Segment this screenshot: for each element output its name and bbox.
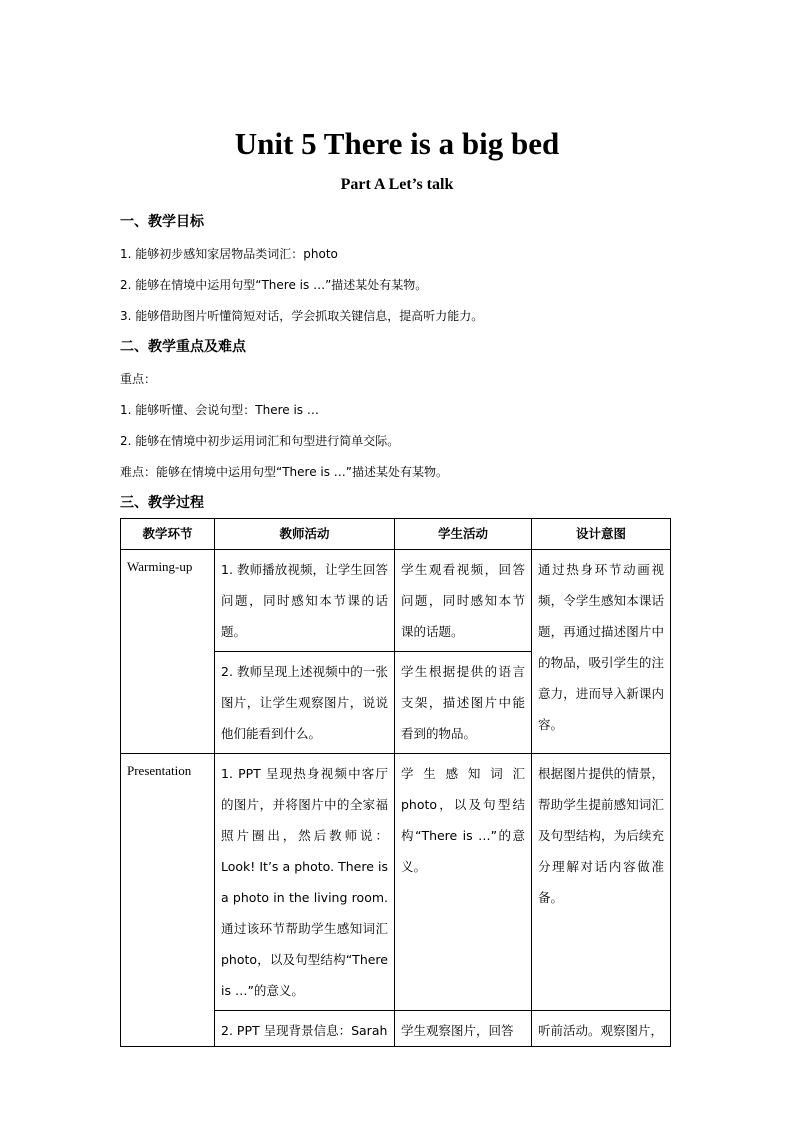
- key-points-label: 重点：: [120, 372, 157, 386]
- student-activity-cell: 学生观看视频，回答问题，同时感知本节课的话题。: [395, 550, 532, 652]
- stage-cell: Warming-up: [121, 550, 215, 754]
- column-header: 学生活动: [395, 519, 532, 550]
- key-point-item: 2. 能够在情境中初步运用词汇和句型进行简单交际。: [120, 434, 400, 448]
- teaching-process-table: [120, 518, 671, 1047]
- document-subtitle: Part A Let’s talk: [340, 176, 454, 193]
- teacher-activity-cell: 2. 教师呈现上述视频中的一张图片，让学生观察图片，说说他们能看到什么。: [215, 652, 395, 754]
- difficulty-text: 难点：能够在情境中运用句型“There is …”描述某处有某物。: [120, 465, 449, 479]
- column-header: 教学环节: [121, 519, 215, 550]
- objective-item: 2. 能够在情境中运用句型“There is …”描述某处有某物。: [120, 278, 428, 292]
- design-purpose-cell: 通过热身环节动画视频，令学生感知本课话题，再通过描述图片中的物品，吸引学生的注意力，进而导入新课内容。: [532, 550, 671, 754]
- objective-item: 3. 能够借助图片听懂简短对话，学会抓取关键信息，提高听力能力。: [120, 309, 484, 323]
- section-heading-process: 三、教学过程: [120, 495, 204, 511]
- document-title: Unit 5 There is a big bed: [234, 126, 560, 161]
- design-purpose-cell: 听前活动。观察图片，: [532, 1011, 671, 1047]
- student-activity-cell: 学生感知词汇 photo，以及句型结构“There is …”的意义。: [395, 754, 532, 1011]
- table-header-row: [121, 519, 671, 550]
- student-activity-cell: 学生根据提供的语言支架，描述图片中能看到的物品。: [395, 652, 532, 754]
- column-header: 教师活动: [215, 519, 395, 550]
- student-activity-cell: 学生观察图片，回答: [395, 1011, 532, 1047]
- key-point-item: 1. 能够听懂、会说句型：There is …: [120, 403, 319, 417]
- table-row: [121, 550, 671, 652]
- teacher-activity-cell: 1. PPT 呈现热身视频中客厅的图片，并将图片中的全家福照片圈出，然后教师说：Look! It’s a photo. There is a photo in the living room. 通过该环节帮助学生感知词汇 photo，以及句型结构“There is …”的意义。: [215, 754, 395, 1011]
- column-header: 设计意图: [532, 519, 671, 550]
- design-purpose-cell: 根据图片提供的情景，帮助学生提前感知词汇及句型结构，为后续充分理解对话内容做准备。: [532, 754, 671, 1011]
- section-heading-key-points: 二、教学重点及难点: [120, 339, 246, 355]
- stage-cell: Presentation: [121, 754, 215, 1047]
- teacher-activity-cell: 1. 教师播放视频，让学生回答问题，同时感知本节课的话题。: [215, 550, 395, 652]
- section-heading-objectives: 一、教学目标: [120, 214, 204, 230]
- table-row: [121, 754, 671, 1011]
- teacher-activity-cell: 2. PPT 呈现背景信息：Sarah: [215, 1011, 395, 1047]
- objective-item: 1. 能够初步感知家居物品类词汇：photo: [120, 247, 338, 261]
